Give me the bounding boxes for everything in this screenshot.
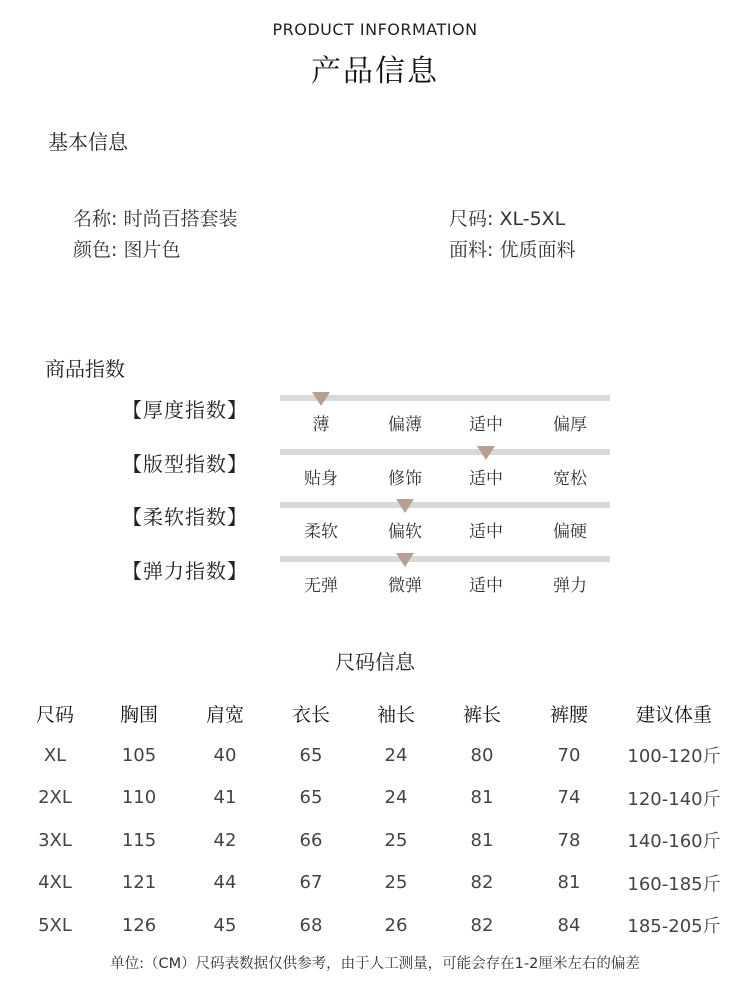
index-option: 偏厚 xyxy=(553,415,587,435)
column-header: 衣长 xyxy=(291,703,330,726)
size-label: 尺码: xyxy=(449,208,494,230)
table-cell: 81 xyxy=(470,829,494,851)
index-marker-icon xyxy=(477,446,495,460)
column-header: 裤长 xyxy=(462,703,501,726)
table-cell: 84 xyxy=(557,914,581,936)
size-table xyxy=(14,692,736,947)
index-option: 适中 xyxy=(469,469,503,489)
table-cell: 45 xyxy=(213,914,237,936)
index-option: 薄 xyxy=(312,415,330,435)
table-cell: 70 xyxy=(557,744,581,766)
product-size xyxy=(449,204,565,231)
index-scale-bar xyxy=(280,556,610,562)
table-cell: 120-140斤 xyxy=(627,788,721,810)
table-cell: 185-205斤 xyxy=(627,916,721,938)
table-cell: 2XL xyxy=(38,787,72,809)
table-cell: 24 xyxy=(384,787,408,809)
table-cell: 26 xyxy=(384,914,408,936)
table-cell: 42 xyxy=(213,829,237,851)
column-header: 尺码 xyxy=(35,703,74,726)
index-marker-icon xyxy=(312,392,330,406)
table-cell: 100-120斤 xyxy=(627,746,721,768)
table-cell: 160-185斤 xyxy=(627,873,721,895)
color-value: 图片色 xyxy=(123,239,181,261)
table-cell: 5XL xyxy=(38,914,72,936)
index-option: 弹力 xyxy=(553,576,587,596)
size-info-title: 尺码信息 xyxy=(335,650,415,674)
index-label: 【厚度指数】 xyxy=(122,398,248,422)
table-cell: 65 xyxy=(299,744,323,766)
table-row xyxy=(14,819,736,862)
index-option: 无弹 xyxy=(304,576,338,596)
index-label: 【版型指数】 xyxy=(122,452,248,476)
table-cell: 24 xyxy=(384,744,408,766)
column-header: 胸围 xyxy=(119,703,158,726)
index-option: 宽松 xyxy=(553,469,587,489)
table-cell: 67 xyxy=(299,872,323,894)
index-option: 柔软 xyxy=(304,522,338,542)
table-cell: 81 xyxy=(557,872,581,894)
indices-title: 商品指数 xyxy=(45,357,125,381)
table-row xyxy=(14,904,736,947)
name-label: 名称: xyxy=(73,208,118,230)
table-cell: 81 xyxy=(470,787,494,809)
table-cell: 82 xyxy=(470,872,494,894)
table-row xyxy=(14,777,736,820)
column-header: 裤腰 xyxy=(549,703,588,726)
table-cell: 80 xyxy=(470,744,494,766)
index-option: 偏硬 xyxy=(553,522,587,542)
index-label: 【弹力指数】 xyxy=(122,559,248,583)
index-marker-icon xyxy=(396,499,414,513)
index-option: 适中 xyxy=(469,522,503,542)
index-option: 偏软 xyxy=(388,522,422,542)
table-cell: 82 xyxy=(470,914,494,936)
index-label: 【柔软指数】 xyxy=(122,505,248,529)
column-header: 肩宽 xyxy=(205,703,244,726)
table-cell: 110 xyxy=(121,787,157,809)
table-cell: XL xyxy=(43,744,67,766)
index-marker-icon xyxy=(396,553,414,567)
title-en: PRODUCT INFORMATION xyxy=(272,20,478,39)
table-cell: 115 xyxy=(121,829,157,851)
index-option: 修饰 xyxy=(388,469,422,489)
table-cell: 105 xyxy=(121,744,157,766)
index-option: 偏薄 xyxy=(388,415,422,435)
index-scale-bar xyxy=(280,449,610,455)
fabric-value: 优质面料 xyxy=(499,239,576,261)
table-row xyxy=(14,734,736,777)
table-cell: 4XL xyxy=(38,872,72,894)
index-option: 微弹 xyxy=(388,576,422,596)
table-cell: 44 xyxy=(213,872,237,894)
name-value: 时尚百搭套装 xyxy=(123,208,238,230)
index-option: 贴身 xyxy=(304,469,338,489)
size-value: XL-5XL xyxy=(499,208,566,230)
color-label: 颜色: xyxy=(73,239,118,261)
table-cell: 121 xyxy=(121,872,157,894)
size-table-header xyxy=(14,692,736,734)
table-cell: 3XL xyxy=(38,829,72,851)
table-cell: 78 xyxy=(557,829,581,851)
table-cell: 74 xyxy=(557,787,581,809)
table-cell: 140-160斤 xyxy=(627,831,721,853)
table-cell: 66 xyxy=(299,829,323,851)
column-header: 袖长 xyxy=(376,703,415,726)
table-row xyxy=(14,862,736,905)
table-cell: 126 xyxy=(121,914,157,936)
product-fabric xyxy=(449,235,575,262)
page-title: 产品信息 xyxy=(311,54,439,89)
table-cell: 25 xyxy=(384,872,408,894)
index-option: 适中 xyxy=(469,576,503,596)
table-cell: 68 xyxy=(299,914,323,936)
table-cell: 40 xyxy=(213,744,237,766)
table-cell: 65 xyxy=(299,787,323,809)
fabric-label: 面料: xyxy=(449,239,494,261)
table-cell: 41 xyxy=(213,787,237,809)
index-option: 适中 xyxy=(469,415,503,435)
index-scale-bar xyxy=(280,502,610,508)
size-note: 单位:（CM）尺码表数据仅供参考，由于人工测量，可能会存在1-2厘米左右的偏差 xyxy=(110,956,640,972)
basic-info-title: 基本信息 xyxy=(48,130,128,154)
product-name xyxy=(73,204,237,231)
table-cell: 25 xyxy=(384,829,408,851)
product-color xyxy=(73,235,180,262)
column-header: 建议体重 xyxy=(635,703,712,726)
